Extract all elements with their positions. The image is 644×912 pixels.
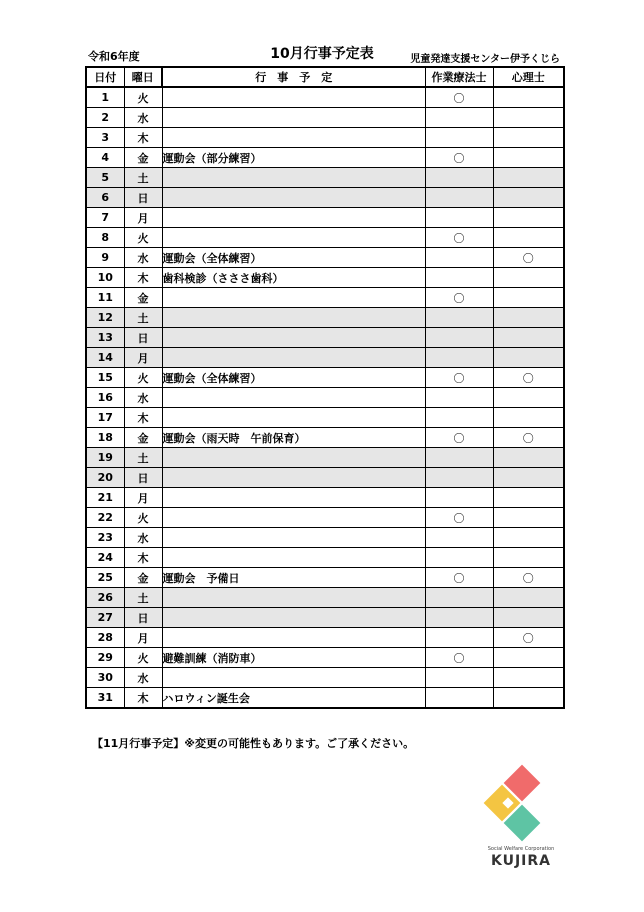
table-row [86,428,564,448]
ot-mark-cell [425,108,493,128]
fiscal-year: 令和6年度 [88,50,140,63]
weekday-cell: 土 [124,308,162,328]
psych-mark-cell [493,508,564,528]
table-row [86,128,564,148]
weekday-cell: 日 [124,608,162,628]
weekday-cell: 日 [124,468,162,488]
psych-mark-cell: 〇 [493,368,564,388]
psych-mark-cell [493,188,564,208]
event-cell [162,128,425,148]
day-cell: 25 [86,568,124,588]
event-cell [162,488,425,508]
table-row [86,268,564,288]
table-row [86,188,564,208]
weekday-cell: 水 [124,388,162,408]
weekday-cell: 火 [124,228,162,248]
col-header-weekday: 曜日 [124,67,162,87]
event-cell: 運動会（部分練習） [162,148,425,168]
psych-mark-cell [493,688,564,709]
weekday-cell: 月 [124,348,162,368]
day-cell: 14 [86,348,124,368]
event-cell [162,548,425,568]
psych-mark-cell [493,208,564,228]
ot-mark-cell: 〇 [425,508,493,528]
ot-mark-cell [425,408,493,428]
event-cell: ハロウィン誕生会 [162,688,425,709]
event-cell: 運動会（全体練習） [162,248,425,268]
table-row [86,508,564,528]
weekday-cell: 月 [124,628,162,648]
event-cell [162,588,425,608]
weekday-cell: 火 [124,648,162,668]
weekday-cell: 日 [124,188,162,208]
ot-mark-cell: 〇 [425,87,493,108]
day-cell: 1 [86,87,124,108]
schedule-body [86,87,564,708]
ot-mark-cell [425,168,493,188]
event-cell [162,87,425,108]
weekday-cell: 金 [124,428,162,448]
ot-mark-cell [425,268,493,288]
ot-mark-cell [425,628,493,648]
table-row [86,388,564,408]
weekday-cell: 火 [124,87,162,108]
ot-mark-cell [425,588,493,608]
ot-mark-cell: 〇 [425,368,493,388]
psych-mark-cell: 〇 [493,248,564,268]
weekday-cell: 木 [124,548,162,568]
day-cell: 2 [86,108,124,128]
table-row [86,148,564,168]
table-row [86,588,564,608]
event-cell [162,108,425,128]
table-row [86,168,564,188]
table-row [86,568,564,588]
psych-mark-cell [493,108,564,128]
weekday-cell: 水 [124,668,162,688]
table-row [86,628,564,648]
event-cell [162,408,425,428]
psych-mark-cell [493,308,564,328]
weekday-cell: 木 [124,268,162,288]
event-cell: 運動会（全体練習） [162,368,425,388]
page-title: 10月行事予定表 [270,46,374,62]
event-cell [162,308,425,328]
ot-mark-cell [425,248,493,268]
day-cell: 26 [86,588,124,608]
psych-mark-cell [493,288,564,308]
day-cell: 24 [86,548,124,568]
day-cell: 4 [86,148,124,168]
psych-mark-cell [493,608,564,628]
day-cell: 13 [86,328,124,348]
ot-mark-cell: 〇 [425,288,493,308]
day-cell: 12 [86,308,124,328]
table-row [86,87,564,108]
col-header-day: 日付 [86,67,124,87]
psych-mark-cell [493,128,564,148]
table-row [86,608,564,628]
psych-mark-cell: 〇 [493,428,564,448]
event-cell: 歯科検診（さささ歯科） [162,268,425,288]
psych-mark-cell [493,408,564,428]
schedule-table [85,66,565,709]
logo-name: KUJIRA [490,853,551,869]
col-header-psychologist: 心理士 [493,67,564,87]
table-row [86,308,564,328]
ot-mark-cell [425,388,493,408]
col-header-event: 行 事 予 定 [162,67,425,87]
event-cell [162,508,425,528]
psych-mark-cell [493,388,564,408]
psych-mark-cell [493,148,564,168]
psych-mark-cell [493,328,564,348]
weekday-cell: 木 [124,128,162,148]
table-header-row [86,67,564,87]
event-cell [162,668,425,688]
event-cell [162,608,425,628]
day-cell: 31 [86,688,124,709]
weekday-cell: 水 [124,108,162,128]
day-cell: 16 [86,388,124,408]
psych-mark-cell: 〇 [493,628,564,648]
psych-mark-cell: 〇 [493,568,564,588]
table-row [86,108,564,128]
weekday-cell: 木 [124,688,162,709]
psych-mark-cell [493,228,564,248]
table-row [86,328,564,348]
table-row [86,208,564,228]
ot-mark-cell [425,308,493,328]
day-cell: 10 [86,268,124,288]
ot-mark-cell [425,328,493,348]
day-cell: 5 [86,168,124,188]
weekday-cell: 水 [124,248,162,268]
weekday-cell: 月 [124,208,162,228]
event-cell: 運動会（雨天時 午前保育） [162,428,425,448]
table-row [86,408,564,428]
ot-mark-cell: 〇 [425,148,493,168]
weekday-cell: 火 [124,368,162,388]
table-row [86,528,564,548]
psych-mark-cell [493,168,564,188]
ot-mark-cell [425,528,493,548]
event-cell [162,348,425,368]
day-cell: 15 [86,368,124,388]
organization-name: 児童発達支援センター伊予くじら [410,54,560,65]
psych-mark-cell [493,488,564,508]
day-cell: 7 [86,208,124,228]
day-cell: 17 [86,408,124,428]
event-cell [162,468,425,488]
table-row [86,648,564,668]
day-cell: 23 [86,528,124,548]
day-cell: 3 [86,128,124,148]
day-cell: 18 [86,428,124,448]
weekday-cell: 日 [124,328,162,348]
ot-mark-cell: 〇 [425,428,493,448]
weekday-cell: 土 [124,168,162,188]
psych-mark-cell [493,448,564,468]
ot-mark-cell [425,468,493,488]
event-cell [162,188,425,208]
psych-mark-cell [493,548,564,568]
psych-mark-cell [493,468,564,488]
day-cell: 6 [86,188,124,208]
day-cell: 27 [86,608,124,628]
ot-mark-cell [425,488,493,508]
table-row [86,448,564,468]
weekday-cell: 金 [124,568,162,588]
ot-mark-cell [425,348,493,368]
psych-mark-cell [493,348,564,368]
event-cell: 避難訓練（消防車） [162,648,425,668]
ot-mark-cell [425,688,493,709]
footer-note: 【11月行事予定】※変更の可能性もあります。ご了承ください。 [92,737,415,750]
table-row [86,368,564,388]
day-cell: 20 [86,468,124,488]
event-cell [162,328,425,348]
col-header-occupational-therapist: 作業療法士 [425,67,493,87]
ot-mark-cell [425,548,493,568]
table-row [86,348,564,368]
day-cell: 8 [86,228,124,248]
ot-mark-cell [425,448,493,468]
day-cell: 19 [86,448,124,468]
event-cell [162,168,425,188]
table-row [86,548,564,568]
event-cell [162,448,425,468]
day-cell: 11 [86,288,124,308]
table-row [86,288,564,308]
psych-mark-cell [493,268,564,288]
weekday-cell: 水 [124,528,162,548]
weekday-cell: 木 [124,408,162,428]
table-row [86,668,564,688]
day-cell: 9 [86,248,124,268]
ot-mark-cell [425,208,493,228]
weekday-cell: 火 [124,508,162,528]
event-cell [162,228,425,248]
ot-mark-cell: 〇 [425,228,493,248]
day-cell: 28 [86,628,124,648]
ot-mark-cell [425,128,493,148]
logo-subtitle: Social Welfare Corporation [487,846,555,852]
weekday-cell: 土 [124,448,162,468]
day-cell: 30 [86,668,124,688]
table-row [86,688,564,709]
weekday-cell: 月 [124,488,162,508]
ot-mark-cell: 〇 [425,648,493,668]
table-row [86,228,564,248]
psych-mark-cell [493,528,564,548]
psych-mark-cell [493,588,564,608]
psych-mark-cell [493,668,564,688]
psych-mark-cell [493,648,564,668]
table-row [86,488,564,508]
day-cell: 21 [86,488,124,508]
event-cell [162,628,425,648]
day-cell: 22 [86,508,124,528]
ot-mark-cell [425,608,493,628]
event-cell: 運動会 予備日 [162,568,425,588]
weekday-cell: 土 [124,588,162,608]
weekday-cell: 金 [124,288,162,308]
event-cell [162,528,425,548]
ot-mark-cell [425,668,493,688]
ot-mark-cell: 〇 [425,568,493,588]
weekday-cell: 金 [124,148,162,168]
table-row [86,468,564,488]
table-row [86,248,564,268]
event-cell [162,288,425,308]
event-cell [162,388,425,408]
psych-mark-cell [493,87,564,108]
event-cell [162,208,425,228]
day-cell: 29 [86,648,124,668]
ot-mark-cell [425,188,493,208]
